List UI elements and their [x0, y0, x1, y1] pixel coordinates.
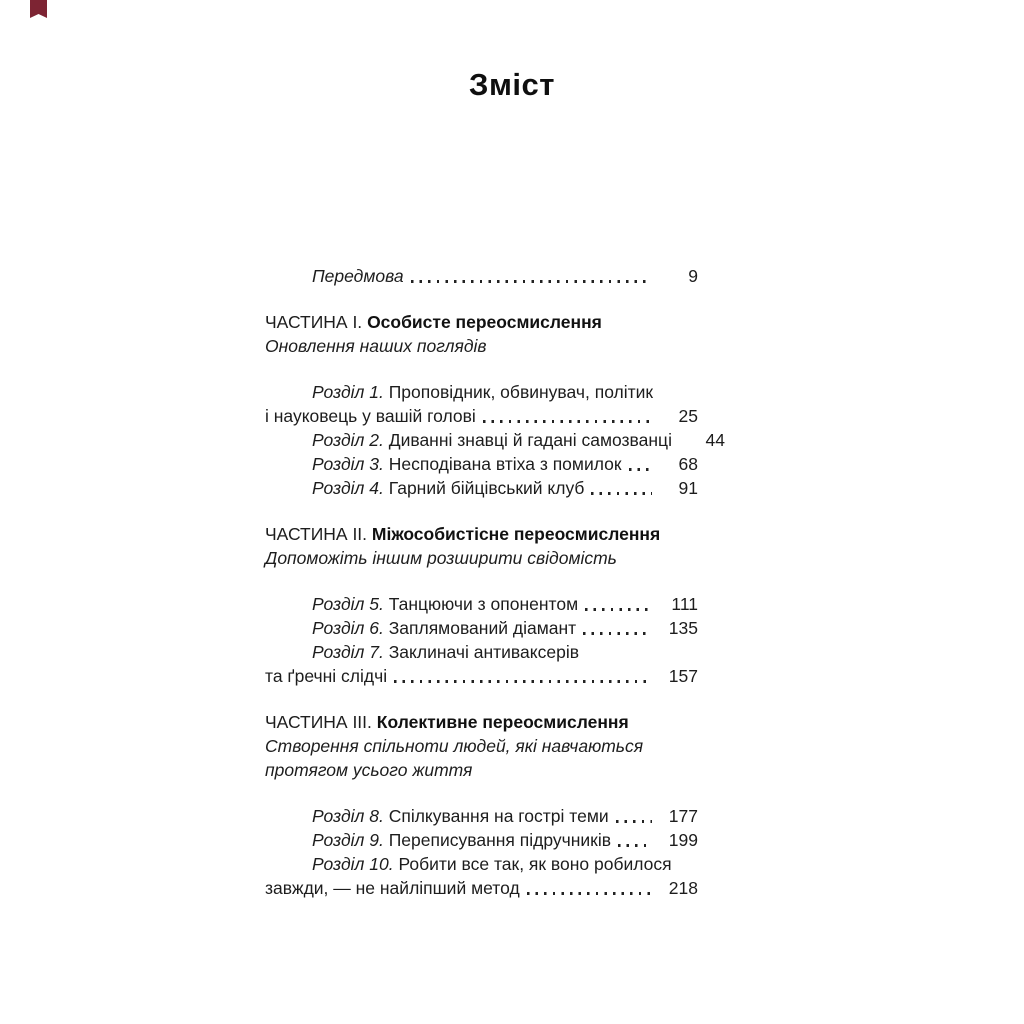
table-of-contents [265, 264, 725, 900]
chapter-title: Заклиначі антиваксерів [388, 642, 580, 662]
chapter-line [312, 804, 609, 828]
toc-entry-chapter-10-continuation [265, 876, 698, 900]
toc-entry-chapter-5 [265, 592, 698, 616]
toc-entry-chapter-1-continuation [265, 404, 698, 428]
toc-entry-chapter-2 [265, 428, 725, 452]
chapter-title: Заплямований діамант [388, 618, 577, 638]
dot-leader [411, 280, 652, 283]
entry-page-number: 199 [668, 830, 698, 850]
part-2-header [265, 522, 698, 570]
chapter-title: Гарний бійцівський клуб [388, 478, 585, 498]
toc-entry-chapter-10 [265, 852, 698, 876]
part-3-header [265, 710, 698, 782]
chapter-title: Спілкування на гострі теми [388, 806, 609, 826]
chapter-number: Розділ 3. [312, 454, 384, 474]
part-subtitle: Оновлення наших поглядів [265, 336, 487, 356]
chapter-line [312, 640, 579, 664]
part-3-chapters [265, 804, 698, 900]
toc-entry-chapter-8 [265, 804, 698, 828]
chapter-line [312, 428, 672, 452]
page-title: Зміст [469, 67, 555, 102]
entry-page-number: 218 [668, 878, 698, 898]
chapter-line [312, 852, 672, 876]
part-title: Особисте переосмислення [367, 312, 602, 332]
dot-leader [618, 844, 652, 847]
part-2-heading-line [265, 522, 698, 546]
chapter-title: Несподівана втіха з помилок [388, 454, 622, 474]
chapter-number: Розділ 2. [312, 430, 384, 450]
chapter-line [312, 452, 622, 476]
part-label: ЧАСТИНА I. [265, 312, 363, 332]
dot-leader [585, 608, 652, 611]
chapter-title-continuation: і науковець у вашій голові [265, 406, 476, 426]
part-title: Міжособистісне переосмислення [371, 524, 661, 544]
entry-page-number: 68 [678, 454, 698, 474]
entry-page-number: 111 [671, 594, 698, 614]
toc-entry-chapter-7-continuation [265, 664, 698, 688]
dot-leader [616, 820, 652, 823]
entry-page-number: 25 [678, 406, 698, 426]
chapter-line [312, 380, 653, 404]
dot-leader [591, 492, 652, 495]
chapter-title-continuation: завжди, — не найліпший метод [265, 878, 520, 898]
entry-page-number: 44 [705, 430, 725, 450]
chapter-number: Розділ 10. [312, 854, 394, 874]
entry-page-number: 9 [688, 266, 698, 286]
part-1-header [265, 310, 698, 358]
part-label: ЧАСТИНА III. [265, 712, 372, 732]
chapter-title-continuation: та ґречні слідчі [265, 666, 388, 686]
part-subtitle-line-1: Створення спільноти людей, які навчаються [265, 736, 644, 756]
part-1-heading-line [265, 310, 698, 334]
dot-leader [394, 680, 652, 683]
part-1-chapters [265, 380, 725, 500]
toc-entry-chapter-6 [265, 616, 698, 640]
chapter-title: Танцюючи з опонентом [388, 594, 579, 614]
toc-entry-preface [265, 264, 698, 288]
dot-leader [629, 468, 652, 471]
chapter-number: Розділ 9. [312, 830, 384, 850]
toc-entry-chapter-1 [265, 380, 698, 404]
chapter-number: Розділ 1. [312, 382, 384, 402]
entry-page-number: 135 [668, 618, 698, 638]
chapter-line [312, 592, 578, 616]
entry-page-number: 157 [668, 666, 698, 686]
chapter-number: Розділ 7. [312, 642, 384, 662]
chapter-number: Розділ 5. [312, 594, 384, 614]
toc-entry-chapter-7 [265, 640, 698, 664]
part-3-heading-line [265, 710, 698, 734]
bookmark-ribbon-icon [30, 0, 47, 18]
chapter-title: Проповідник, обвинувач, політик [388, 382, 654, 402]
dot-leader [483, 420, 652, 423]
chapter-line [312, 616, 576, 640]
toc-entry-chapter-9 [265, 828, 698, 852]
part-subtitle-line-2: протягом усього життя [265, 760, 473, 780]
entry-page-number: 91 [678, 478, 698, 498]
part-title: Колективне переосмислення [376, 712, 629, 732]
entry-label: Передмова [312, 266, 404, 286]
toc-entry-chapter-3 [265, 452, 698, 476]
chapter-number: Розділ 4. [312, 478, 384, 498]
part-subtitle: Допоможіть іншим розширити свідомість [265, 548, 617, 568]
entry-page-number: 177 [668, 806, 698, 826]
chapter-number: Розділ 6. [312, 618, 384, 638]
chapter-number: Розділ 8. [312, 806, 384, 826]
chapter-title: Робити все так, як воно робилося [398, 854, 672, 874]
part-label: ЧАСТИНА II. [265, 524, 368, 544]
chapter-title: Диванні знавці й гадані самозванці [388, 430, 672, 450]
part-2-chapters [265, 592, 698, 688]
toc-entry-chapter-4 [265, 476, 698, 500]
dot-leader [527, 892, 652, 895]
chapter-line [312, 828, 611, 852]
dot-leader [583, 632, 652, 635]
chapter-title: Переписування підручників [388, 830, 612, 850]
chapter-line [312, 476, 584, 500]
